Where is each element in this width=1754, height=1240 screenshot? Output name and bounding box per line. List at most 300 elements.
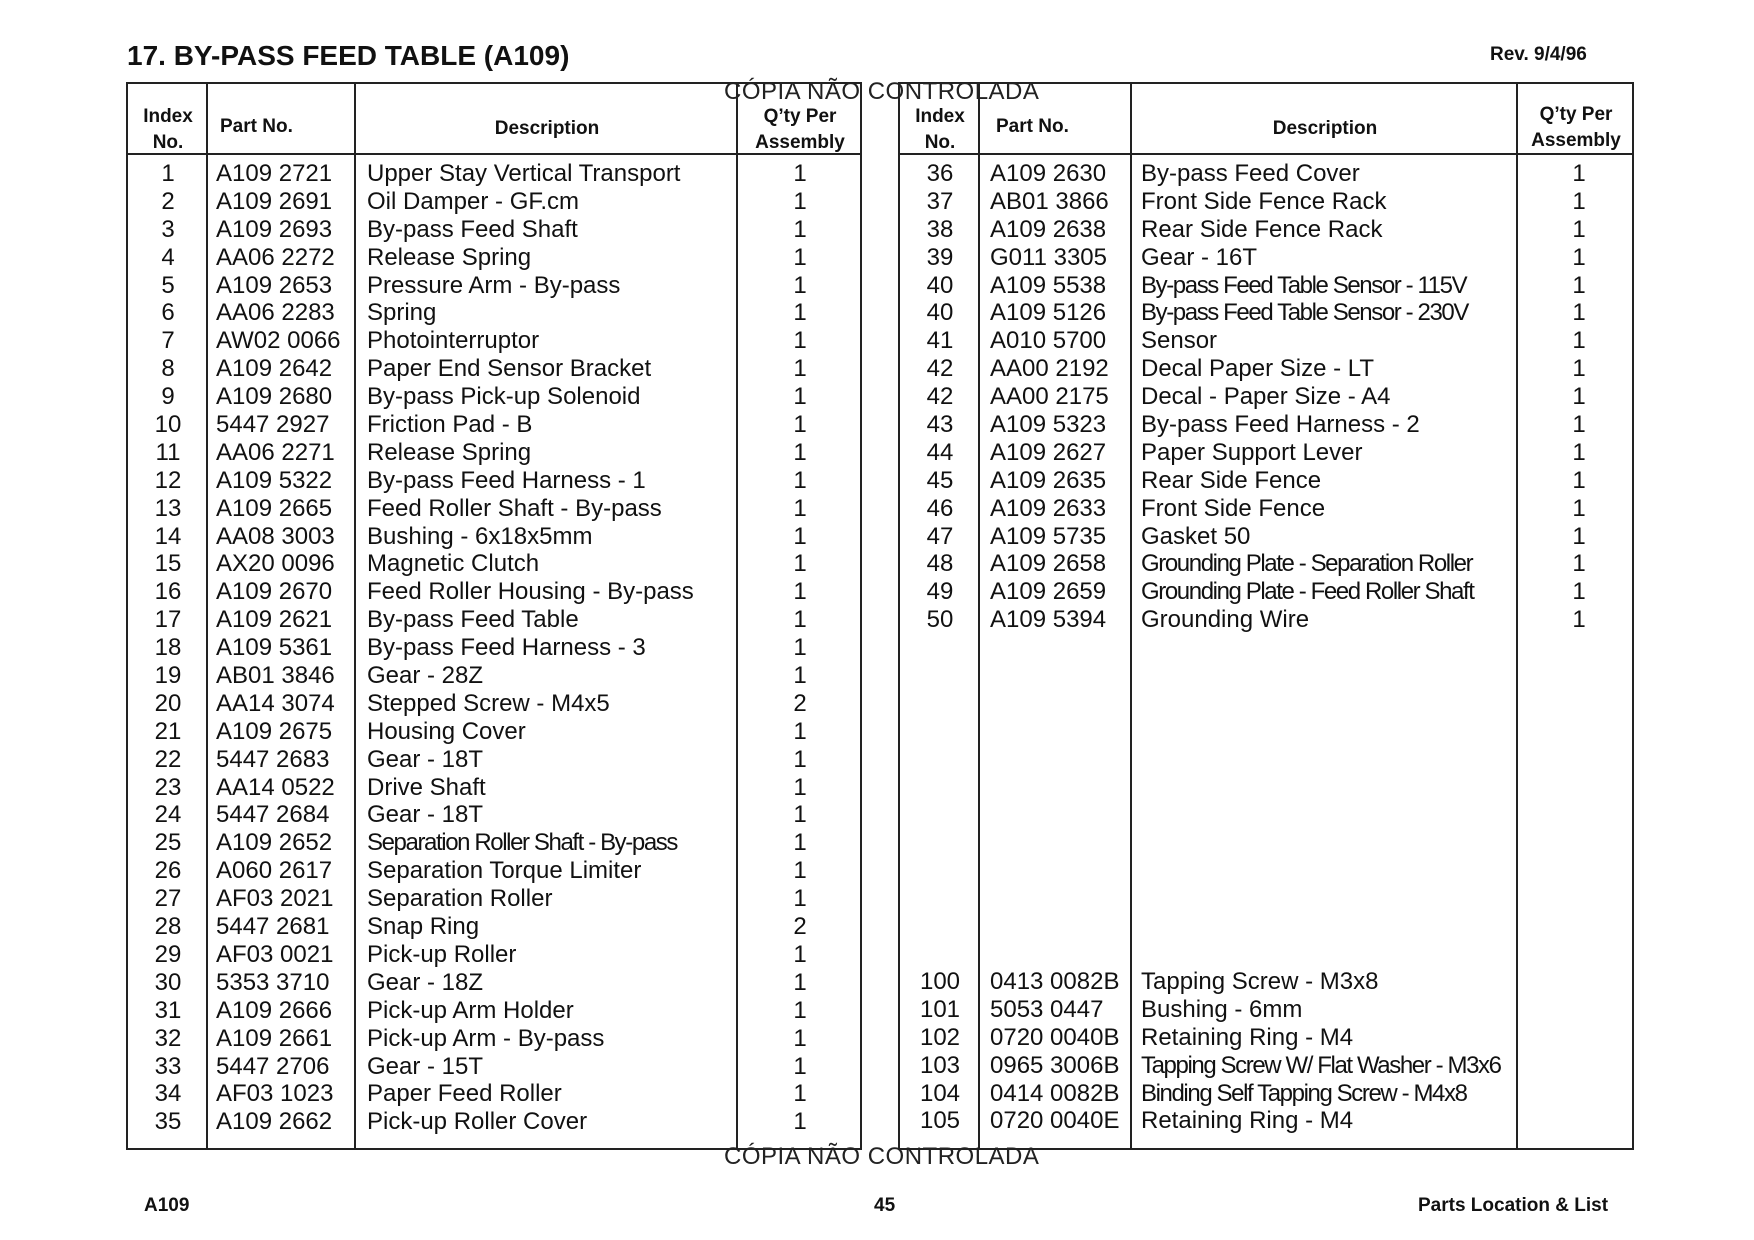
- cell-qty: 1: [793, 745, 807, 773]
- cell-part: A109 2652: [216, 829, 333, 857]
- cell-part: A109 2670: [216, 578, 333, 606]
- table-row: [128, 690, 860, 718]
- table-row: [128, 1025, 860, 1053]
- cell-desc: Pressure Arm - By-pass: [367, 271, 621, 299]
- cell-desc: Rear Side Fence: [1141, 466, 1322, 494]
- cell-part: AA00 2175: [990, 383, 1109, 411]
- table-row: [128, 272, 860, 300]
- cell-desc: By-pass Feed Table Sensor - 115V: [1141, 271, 1467, 299]
- cell-desc: Bushing - 6x18x5mm: [367, 522, 593, 550]
- table-row: [900, 160, 1632, 188]
- cell-desc: Oil Damper - GF.cm: [367, 187, 580, 215]
- cell-part: A109 2627: [990, 438, 1107, 466]
- cell-part: AF03 0021: [216, 940, 334, 968]
- cell-qty: 1: [793, 383, 807, 411]
- cell-index: 20: [154, 689, 182, 717]
- cell-index: 22: [154, 745, 182, 773]
- table-body-right: [900, 160, 1632, 634]
- cell-part: AX20 0096: [216, 550, 335, 578]
- cell-qty: 1: [1572, 160, 1586, 187]
- cell-qty: 1: [1572, 383, 1586, 411]
- cell-index: 39: [926, 243, 954, 271]
- table-row: [900, 188, 1632, 216]
- table-row: [900, 216, 1632, 244]
- cell-index: 30: [154, 968, 182, 996]
- table-row: [900, 383, 1632, 411]
- cell-part: 5353 3710: [216, 968, 330, 996]
- cell-qty: 1: [793, 1024, 807, 1052]
- cell-desc: By-pass Feed Table Sensor - 230V: [1141, 299, 1468, 327]
- cell-part: AA06 2272: [216, 243, 335, 271]
- table-row: [900, 439, 1632, 467]
- page-title: 17. BY-PASS FEED TABLE (A109): [127, 40, 570, 71]
- cell-index: 46: [926, 494, 954, 522]
- cell-part: 0965 3006B: [990, 1051, 1120, 1079]
- cell-desc: Rear Side Fence Rack: [1141, 215, 1383, 243]
- cell-qty: 1: [793, 355, 807, 383]
- cell-qty: 1: [1572, 243, 1586, 271]
- table-row: [128, 857, 860, 885]
- cell-part: 5447 2927: [216, 411, 330, 439]
- cell-qty: 1: [793, 550, 807, 578]
- cell-index: 17: [154, 606, 182, 634]
- header-part-no: Part No.: [996, 116, 1069, 137]
- table-row: [128, 634, 860, 662]
- cell-qty: 1: [793, 1108, 807, 1136]
- cell-part: 5447 2706: [216, 1052, 330, 1080]
- table-row: [128, 1053, 860, 1081]
- cell-qty: 1: [793, 996, 807, 1024]
- cell-qty: 1: [793, 829, 807, 857]
- cell-qty: 2: [793, 913, 807, 941]
- table-row: [128, 1108, 860, 1136]
- cell-desc: By-pass Pick-up Solenoid: [367, 383, 641, 411]
- cell-part: 5053 0447: [990, 995, 1104, 1023]
- cell-part: A109 2721: [216, 160, 333, 187]
- cell-part: AB01 3866: [990, 187, 1109, 215]
- cell-index: 104: [919, 1079, 961, 1107]
- cell-part: A109 2621: [216, 606, 333, 634]
- table-row: [900, 1107, 1632, 1135]
- cell-qty: 1: [1572, 299, 1586, 327]
- table-row: [128, 523, 860, 551]
- cell-desc: Gear - 16T: [1141, 243, 1258, 271]
- cell-index: 15: [154, 550, 182, 578]
- cell-desc: Upper Stay Vertical Transport: [367, 160, 681, 187]
- cell-part: A109 2642: [216, 355, 333, 383]
- cell-part: A109 2635: [990, 466, 1107, 494]
- table-row: [128, 383, 860, 411]
- cell-desc: Pick-up Arm - By-pass: [367, 1024, 605, 1052]
- table-row: [128, 216, 860, 244]
- table-row: [128, 244, 860, 272]
- cell-qty: 1: [793, 801, 807, 829]
- cell-index: 18: [154, 634, 182, 662]
- table-row: [128, 355, 860, 383]
- cell-part: A010 5700: [990, 327, 1107, 355]
- table-row: [128, 885, 860, 913]
- cell-desc: Snap Ring: [367, 913, 480, 941]
- cell-part: A109 5735: [990, 522, 1107, 550]
- cell-part: A109 5394: [990, 606, 1107, 634]
- header-description: Description: [1272, 118, 1378, 139]
- cell-qty: 1: [793, 968, 807, 996]
- cell-desc: Grounding Plate - Separation Roller: [1141, 550, 1473, 578]
- header-index: Index No.: [143, 106, 193, 153]
- cell-index: 103: [919, 1051, 961, 1079]
- header-index: Index No.: [915, 106, 965, 153]
- cell-desc: By-pass Feed Harness - 3: [367, 634, 646, 662]
- cell-qty: 1: [793, 438, 807, 466]
- cell-desc: Separation Torque Limiter: [367, 857, 642, 885]
- cell-index: 40: [926, 271, 954, 299]
- cell-index: 101: [919, 995, 961, 1023]
- cell-part: 0720 0040B: [990, 1023, 1120, 1051]
- table-row: [900, 578, 1632, 606]
- table-row: [128, 997, 860, 1025]
- table-row: [128, 941, 860, 969]
- cell-index: 45: [926, 466, 954, 494]
- cell-qty: 1: [1572, 355, 1586, 383]
- cell-qty: 1: [793, 494, 807, 522]
- cell-qty: 1: [793, 662, 807, 690]
- cell-index: 41: [926, 327, 954, 355]
- cell-index: 28: [154, 913, 182, 941]
- cell-part: A109 5538: [990, 271, 1107, 299]
- cell-index: 6: [161, 299, 175, 327]
- cell-desc: Magnetic Clutch: [367, 550, 540, 578]
- table-header: [900, 84, 1632, 155]
- table-row: [900, 968, 1632, 996]
- table-row: [128, 495, 860, 523]
- table-row: [128, 746, 860, 774]
- cell-part: AF03 1023: [216, 1080, 334, 1108]
- footer-section: Parts Location & List: [1418, 1195, 1609, 1216]
- cell-desc: Grounding Plate - Feed Roller Shaft: [1141, 578, 1474, 606]
- cell-index: 47: [926, 522, 954, 550]
- cell-part: A109 2691: [216, 187, 333, 215]
- cell-desc: Release Spring: [367, 243, 532, 271]
- cell-desc: Bushing - 6mm: [1141, 995, 1303, 1023]
- table-row: [900, 355, 1632, 383]
- cell-index: 102: [919, 1023, 961, 1051]
- cell-index: 33: [154, 1052, 182, 1080]
- cell-index: 1: [161, 160, 175, 187]
- table-row: [128, 913, 860, 941]
- cell-qty: 1: [793, 634, 807, 662]
- cell-index: 44: [926, 438, 954, 466]
- table-row: [900, 550, 1632, 578]
- cell-desc: Feed Roller Shaft - By-pass: [367, 494, 662, 522]
- footer-page-number: 45: [874, 1195, 896, 1216]
- cell-index: 43: [926, 411, 954, 439]
- cell-qty: 1: [793, 299, 807, 327]
- cell-index: 4: [161, 243, 175, 271]
- cell-part: AW02 0066: [216, 327, 341, 355]
- cell-desc: By-pass Feed Cover: [1141, 160, 1360, 187]
- table-body-left: [128, 160, 860, 1136]
- cell-part: AA06 2283: [216, 299, 335, 327]
- table-row: [900, 1080, 1632, 1108]
- cell-qty: 1: [1572, 606, 1586, 634]
- cell-index: 32: [154, 1024, 182, 1052]
- cell-part: A109 2633: [990, 494, 1107, 522]
- cell-desc: Gear - 18T: [367, 801, 484, 829]
- cell-part: 5447 2681: [216, 913, 330, 941]
- table-row: [900, 1024, 1632, 1052]
- cell-qty: 1: [793, 215, 807, 243]
- cell-qty: 1: [1572, 438, 1586, 466]
- cell-qty: 1: [1572, 522, 1586, 550]
- cell-index: 5: [161, 271, 175, 299]
- cell-qty: 1: [1572, 187, 1586, 215]
- cell-qty: 1: [793, 857, 807, 885]
- table-row: [128, 578, 860, 606]
- cell-index: 31: [154, 996, 182, 1024]
- cell-desc: Grounding Wire: [1141, 606, 1310, 634]
- cell-index: 13: [154, 494, 182, 522]
- cell-part: AA14 0522: [216, 773, 335, 801]
- cell-desc: Housing Cover: [367, 717, 526, 745]
- cell-desc: Tapping Screw - M3x8: [1141, 968, 1379, 995]
- cell-index: 3: [161, 215, 175, 243]
- cell-part: AA06 2271: [216, 438, 335, 466]
- cell-index: 2: [161, 187, 175, 215]
- cell-part: 5447 2684: [216, 801, 330, 829]
- cell-part: G011 3305: [990, 243, 1107, 271]
- table-row: [900, 411, 1632, 439]
- table-row: [128, 160, 860, 188]
- table-row: [900, 1052, 1632, 1080]
- table-row: [128, 439, 860, 467]
- cell-qty: 1: [793, 466, 807, 494]
- table-row: [900, 523, 1632, 551]
- cell-index: 11: [155, 438, 181, 466]
- cell-index: 49: [926, 578, 954, 606]
- table-row: [128, 550, 860, 578]
- table-row: [128, 662, 860, 690]
- cell-part: A109 2666: [216, 996, 333, 1024]
- cell-desc: Pick-up Arm Holder: [367, 996, 574, 1024]
- header-description: Description: [494, 118, 600, 139]
- cell-desc: Photointerruptor: [367, 327, 540, 355]
- cell-index: 37: [926, 187, 954, 215]
- cell-part: A060 2617: [216, 857, 333, 885]
- cell-index: 26: [154, 857, 182, 885]
- cell-part: A109 2638: [990, 215, 1107, 243]
- cell-desc: Sensor: [1141, 327, 1218, 355]
- cell-desc: Separation Roller Shaft - By-pass: [367, 829, 677, 857]
- cell-qty: 1: [793, 327, 807, 355]
- cell-qty: 1: [793, 1052, 807, 1080]
- cell-index: 14: [154, 522, 182, 550]
- cell-index: 7: [161, 327, 175, 355]
- cell-part: 0413 0082B: [990, 968, 1120, 995]
- cell-part: A109 2658: [990, 550, 1107, 578]
- cell-index: 48: [926, 550, 954, 578]
- cell-desc: Retaining Ring - M4: [1141, 1107, 1354, 1135]
- cell-desc: Paper End Sensor Bracket: [367, 355, 652, 383]
- table-row: [128, 829, 860, 857]
- cell-desc: By-pass Feed Table: [367, 606, 579, 634]
- parts-table-right: [898, 82, 1634, 1150]
- cell-desc: Retaining Ring - M4: [1141, 1023, 1354, 1051]
- table-row: [900, 495, 1632, 523]
- table-row: [128, 411, 860, 439]
- table-row: [128, 188, 860, 216]
- table-row: [900, 327, 1632, 355]
- cell-qty: 1: [793, 243, 807, 271]
- cell-qty: 1: [1572, 578, 1586, 606]
- table-row: [128, 467, 860, 495]
- cell-qty: 1: [793, 160, 807, 187]
- table-row: [128, 801, 860, 829]
- table-row: [900, 996, 1632, 1024]
- cell-part: AB01 3846: [216, 662, 335, 690]
- table-row: [900, 467, 1632, 495]
- revision-label: Rev. 9/4/96: [1490, 44, 1587, 65]
- cell-qty: 1: [793, 773, 807, 801]
- cell-desc: Paper Support Lever: [1141, 438, 1363, 466]
- cell-desc: Release Spring: [367, 438, 532, 466]
- cell-qty: 1: [793, 1080, 807, 1108]
- footer-model: A109: [144, 1195, 190, 1216]
- cell-qty: 1: [1572, 327, 1586, 355]
- cell-desc: Gear - 28Z: [367, 662, 484, 690]
- cell-part: A109 2680: [216, 383, 333, 411]
- table-row: [900, 606, 1632, 634]
- cell-index: 40: [926, 299, 954, 327]
- cell-index: 19: [154, 662, 182, 690]
- header-qty: Q’ty Per Assembly: [1531, 104, 1621, 151]
- cell-desc: By-pass Feed Harness - 2: [1141, 411, 1420, 439]
- cell-desc: By-pass Feed Shaft: [367, 215, 578, 243]
- cell-index: 27: [154, 885, 182, 913]
- cell-index: 8: [161, 355, 175, 383]
- table-body-right-hardware: [900, 968, 1632, 1135]
- cell-desc: Gear - 18Z: [367, 968, 484, 996]
- table-row: [900, 244, 1632, 272]
- cell-index: 9: [161, 383, 175, 411]
- cell-index: 36: [926, 160, 954, 187]
- cell-part: 5447 2683: [216, 745, 330, 773]
- cell-index: 35: [154, 1108, 182, 1136]
- cell-qty: 1: [793, 578, 807, 606]
- cell-qty: 1: [1572, 411, 1586, 439]
- cell-index: 29: [154, 940, 182, 968]
- cell-desc: Friction Pad - B: [367, 411, 533, 439]
- cell-desc: Binding Self Tapping Screw - M4x8: [1141, 1079, 1467, 1107]
- cell-qty: 1: [793, 940, 807, 968]
- cell-index: 42: [926, 355, 954, 383]
- cell-index: 34: [154, 1080, 182, 1108]
- watermark-bottom: CÓPIA NÃO CONTROLADA: [724, 1143, 1040, 1170]
- cell-qty: 1: [1572, 550, 1586, 578]
- parts-table-left: [126, 82, 862, 1150]
- cell-desc: Gear - 15T: [367, 1052, 484, 1080]
- table-row: [128, 969, 860, 997]
- header-qty: Q’ty Per Assembly: [755, 106, 845, 153]
- watermark-top: CÓPIA NÃO CONTROLADA: [724, 78, 1040, 105]
- cell-index: 12: [154, 466, 182, 494]
- cell-desc: Gear - 18T: [367, 745, 484, 773]
- table-row: [128, 774, 860, 802]
- header-part-no: Part No.: [220, 116, 293, 137]
- cell-part: A109 2661: [216, 1024, 333, 1052]
- cell-desc: Front Side Fence: [1141, 494, 1326, 522]
- cell-part: 0720 0040E: [990, 1107, 1120, 1135]
- table-row: [128, 299, 860, 327]
- cell-desc: Pick-up Roller Cover: [367, 1108, 588, 1136]
- cell-part: A109 2630: [990, 160, 1107, 187]
- cell-part: A109 5323: [990, 411, 1107, 439]
- cell-desc: Feed Roller Housing - By-pass: [367, 578, 694, 606]
- cell-part: A109 2693: [216, 215, 333, 243]
- cell-qty: 1: [793, 187, 807, 215]
- cell-part: AA00 2192: [990, 355, 1109, 383]
- cell-index: 105: [919, 1107, 961, 1135]
- cell-qty: 2: [793, 689, 807, 717]
- cell-desc: Gasket 50: [1141, 522, 1251, 550]
- table-row: [128, 327, 860, 355]
- cell-part: AA14 3074: [216, 689, 335, 717]
- table-row: [128, 718, 860, 746]
- cell-part: A109 5322: [216, 466, 333, 494]
- cell-desc: Stepped Screw - M4x5: [367, 689, 610, 717]
- cell-qty: 1: [1572, 215, 1586, 243]
- cell-part: A109 2659: [990, 578, 1107, 606]
- cell-qty: 1: [793, 885, 807, 913]
- cell-index: 38: [926, 215, 954, 243]
- cell-desc: Drive Shaft: [367, 773, 486, 801]
- cell-index: 24: [154, 801, 182, 829]
- cell-desc: Decal Paper Size - LT: [1141, 355, 1374, 383]
- table-row: [128, 606, 860, 634]
- cell-part: A109 2665: [216, 494, 333, 522]
- cell-qty: 1: [1572, 271, 1586, 299]
- cell-index: 16: [154, 578, 182, 606]
- cell-desc: Front Side Fence Rack: [1141, 187, 1387, 215]
- cell-qty: 1: [793, 271, 807, 299]
- cell-desc: By-pass Feed Harness - 1: [367, 466, 646, 494]
- table-header: [128, 84, 860, 155]
- cell-index: 10: [154, 411, 182, 439]
- cell-part: AF03 2021: [216, 885, 334, 913]
- cell-part: A109 2662: [216, 1108, 333, 1136]
- cell-part: AA08 3003: [216, 522, 335, 550]
- table-row: [128, 1080, 860, 1108]
- cell-desc: Decal - Paper Size - A4: [1141, 383, 1391, 411]
- cell-qty: 1: [793, 606, 807, 634]
- cell-part: A109 5361: [216, 634, 333, 662]
- cell-desc: Separation Roller: [367, 885, 553, 913]
- cell-qty: 1: [793, 522, 807, 550]
- cell-desc: Tapping Screw W/ Flat Washer - M3x6: [1141, 1051, 1501, 1079]
- cell-part: A109 2675: [216, 717, 333, 745]
- cell-desc: Spring: [367, 299, 437, 327]
- cell-qty: 1: [1572, 494, 1586, 522]
- cell-qty: 1: [793, 717, 807, 745]
- cell-qty: 1: [1572, 466, 1586, 494]
- cell-part: 0414 0082B: [990, 1079, 1120, 1107]
- cell-index: 21: [154, 717, 182, 745]
- cell-part: A109 5126: [990, 299, 1107, 327]
- cell-desc: Paper Feed Roller: [367, 1080, 562, 1108]
- cell-desc: Pick-up Roller: [367, 940, 517, 968]
- cell-part: A109 2653: [216, 271, 333, 299]
- cell-qty: 1: [793, 411, 807, 439]
- cell-index: 23: [154, 773, 182, 801]
